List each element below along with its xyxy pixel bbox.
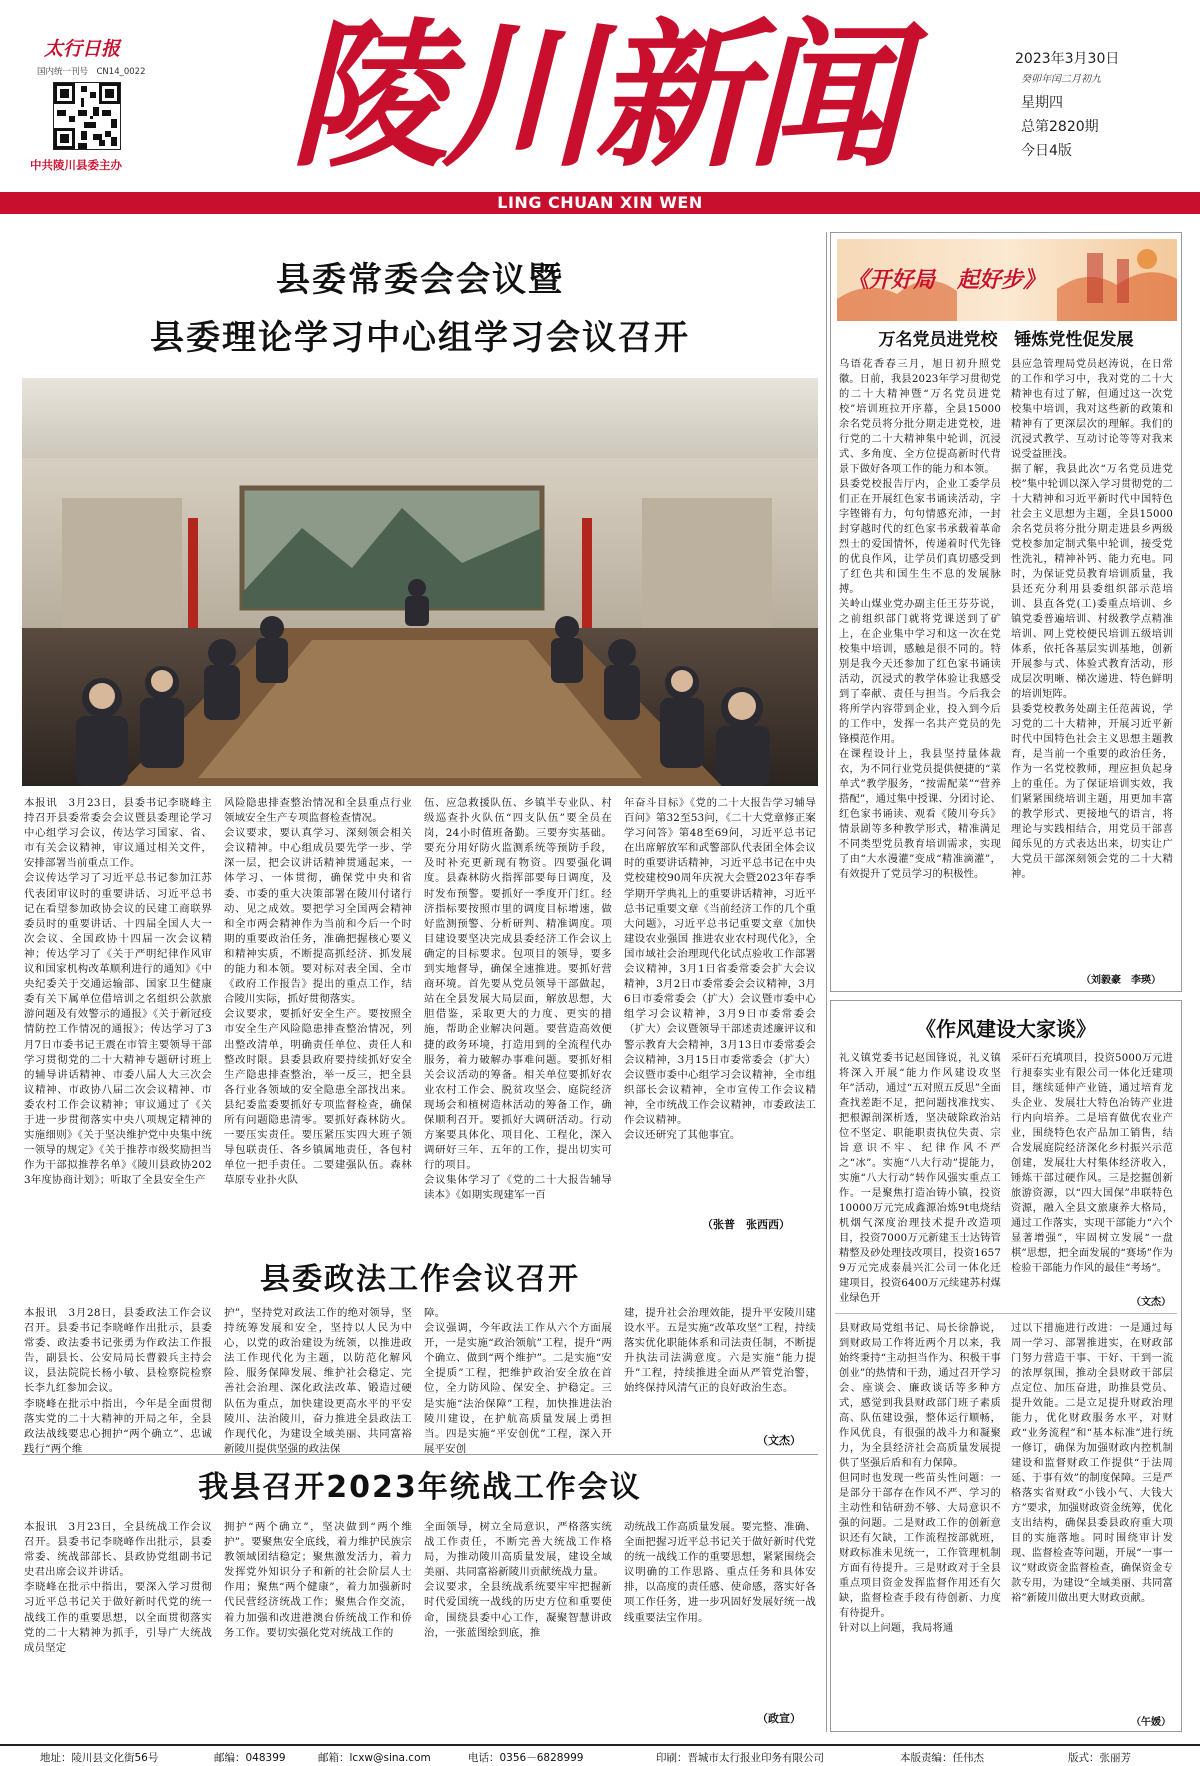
lead-byline: （张普 张西西） [702,1218,790,1231]
lead-body-col4: 年奋斗目标》《党的二十大报告学习辅导百问》第32至53问，《二十大党章修正案学习问答》第48至69问，习近平总书记在出席解放军和武警部队代表团全体会议时的重要讲话精神，习近平总书记在中央党校建校90周年庆祝大会暨2023年春季学期开学典礼上的重要讲话精神，习近平总书记重要文章《当前经济工作的几个重大问题》，习近平总书记重要文章《加快建设农业强国 推进农业农村现代化》，全国市域社会治理现代化试点验收工作部署会议精神，3月1日省委常委会扩大会议精神，3月2日市委常委会会议精神，3月6日市委常委会（扩大）会议暨市委中心组学习会议精神，3月9日市委常委会（扩大）会议暨领导干部述责述廉评议和警示教育大会精神，3月13日市委常委会会议精神，3月15日市委常委会（扩大）会议暨市委中心组学习会议精神，全市组织部长会议精神，全市宣传工作会议精神，全市统战工作会议精神，市委政法工作会议精神。 会议还研究了其他事宜。 [624,797,816,1142]
sponsor: 中共陵川县委主办 [30,158,122,172]
footer [0,1744,1200,1766]
sidebar2-col2: 采矸石充填项目，投资5000万元进行昶泰实业有限公司一体化迁建项目，继续延伸产业链，通过培育龙头企业、发展壮大特色冶铸产业进行内向培养。二是培育做优农业产业，围绕特色农产品加工销售，结合发展庭院经济深化乡村振兴示范创建，发展壮大村集体经济收入，锤炼干部过硬作风。三是挖掘创新旅游资源，以“四大国保”串联特色资源，融入全县文旅康养大格局，通过工作落实，实现干部能力“六个显著增强”，牢固树立发展“一盘棋”思想，把全面发展的“赛场”作为检验干部能力作风的最佳“考场”。 [1011,1053,1173,1274]
publish-date: 2023年3月30日 [1015,51,1120,67]
footer-address: 地址：陵川县文化街56号 [40,1752,159,1764]
zhengfa-col3: 障。 会议强调，今年政法工作从六个方面展开，一是实施“政治领航”工程，提升“两个确立、做到“两个维护”。二是实施“安全提质”工程，把维护政治安全放在首位，全力防风险、保安全、护稳定。三是实施“法治保障”工程，加快推进法治陵川建设，在护航高质量发展上勇担当。四是实施“平安创优”工程，深入开展平安创 [424,1307,612,1454]
cn-code: 国内统一刊号 CN14_0022 [37,67,146,77]
sidebar1-col2: 县应急管理局党员赵涛说，在日常的工作和学习中，我对党的二十大精神也有过了解，但通过这一次党校集中培训，我对这些新的政策和精神有了更深层次的理解。我们的沉浸式教学、互动讨论等等对我来说受益匪浅。 据了解，我县此次“万名党员进党校”集中轮训以深入学习贯彻党的二十大精神和习近平新时代中国特色社会主义思想为主题，全县15000余名党员将分批分期走进县乡两级党校参加定制式集中轮训，接受党性洗礼，精神补钙、能力充电。同时，为保证党员教育培训质量，我县还充分利用县委组织部示范培训、县直各党(工)委重点培训、乡镇党委普遍培训、村级教学点精准培训、网上党校便民培训五级培训体系，依托各基层实训基地，创新开展参与式、体验式教育活动，形成层次明晰、梯次递进、特色鲜明的培训矩阵。 县委党校教务处副主任范茜说，学习党的二十大精神，开展习近平新时代中国特色社会主义思想主题教育，是当前一个重要的政治任务，作为一名党校教师，理应担负起身上的重任。为了保证培训实效，我们紧紧围绕培训主题，用更加丰富的教学形式、更接地气的语言，将理论与实践相结合，用党员干部喜闻乐见的方式表达出来，切实让广大党员干部深刻领会党的二十大精神。 [1011,359,1173,880]
banner [837,239,1177,321]
qr-code [53,82,121,150]
lead-title-line1: 县委常委会会议暨 [276,260,564,300]
parent-paper-logo: 太行日报 [44,38,121,60]
sidebar2-byline2: （午媛） [1131,1717,1171,1728]
weekday: 星期四 [1021,95,1063,111]
sidebar1-byline: （刘毅豪 李瑛） [1081,975,1161,986]
issue-number: 总第2820期 [1021,119,1099,135]
sidebar-style-talk [830,1000,1182,1732]
footer-printer: 印刷：晋城市太行报业印务有限公司 [656,1752,824,1764]
paper-title: 陵川新闻 [290,4,898,189]
tongzhan-title: 我县召开2023年统战工作会议 [198,1470,642,1505]
sidebar1-title: 万名党员进党校 锤炼党性促发展 [878,330,1134,350]
sidebar2-col4: 过以下措施进行改进：一是通过每周一学习、部署推进实，在财政部门努力营造干事、干好、干到一流的浓厚氛围，推动全县财政干部层点定位、加压奋进，助推县党员、提升效能。二是立足提升财政治理能力，优化财政服务水平，对财政“业务流程”和“基本标准”进行统一修订，确保为加强财政内控机制建设和监督财政工作提供“于法周延、于事有效”的制度保障。三是严格落实省财政“小钱小气、大钱大方”要求，加强财政资金统筹，优化支出结构，确保县委县政府重大项目的实施落地。同时围绕审计发现、监督检查等问题，开展“一事一议”财政资金监督检查，确保资金专款专用，为建设“全域美丽、共同富裕”新陵川做出更大财政贡献。 [1011,1323,1173,1604]
tongzhan-col1: 本报讯 3月23日，全县统战工作会议召开。县委书记李晓峰作出批示，县委常委、统战部部长、县政协党组副书记史君出席会议并讲话。 李晓峰在批示中指出，要深入学习贯彻习近平总书记关于做好新时代党的统一战线工作的重要思想，以全面贯彻落实党的二十大精神为抓手，引导广大统战成员坚定 [24,1521,212,1654]
sidebar2-byline1: （文杰） [1131,1297,1171,1308]
lead-article [22,232,818,1242]
footer-postcode: 邮编：048399 [214,1752,286,1764]
banner-title: 《开好局 起好步》 [847,267,1046,293]
sidebar2-col1: 礼义镇党委书记赵国锋说，礼义镇将深入开展“能力作风建设攻坚年”活动，通过“五对照五反思”全面查找差距不足，把问题找准找实、把根源剖深析透，坚决破除政治站位不坚定、职能职责执位失责、宗旨意识不牢、纪律作风不严之“冰”。实施“八大行动”提能力，实施“八大行动”转作风强实重点工作。一是聚焦打造冶铸小镇，投资10000万元完成鑫源冶炼9t电烧结机烟气深度治理技术提升改造项目，投资7000万元新建玉士达铸管精整及砂处理技改项目，投资16579万元完成泰晨兴汇公司一体化迁建项目，投资6400万元续建苏村煤业绿色开 [839,1053,1001,1304]
sidebar1-col1: 乌语花香春三月，旭日初升照党徽。日前，我县2023年学习贯彻党的二十大精神暨“万名党员进党校”培训班拉开序幕，全县15000余名党员将分批分期走进党校，进行党的二十大精神集中轮训，沉浸式、多角度、全方位提高新时代背景下做好各项工作的能力和本领。 县委党校报告厅内，企业工委学员们正在开展红色家书诵读活动，字字铿锵有力，句句情感充沛，一封封穿越时代的红色家书承载着革命烈士的爱国情怀，传递着时代先锋的优良作风，让学员们真切感受到了红色共和国生生不息的发展脉搏。 关岭山煤业党办副主任王芬芬说，之前组织部门就将党课送到了矿上，在企业集中学习和这一次在党校集中培训，感触是很不同的。特别是我今天还参加了红色家书诵读活动，沉浸式的教学体验让我感受到了奉献、责任与担当。今后我会将所学内容带到企业，投入到今后的工作中，发挥一名共产党员的先锋模范作用。 在课程设计上，我县坚持量体裁衣，为不同行业党员提供便捷的“菜单式”教学服务，“按需配菜”“营养搭配”，通过集中授课、分团讨论、红色家书诵读、观看《陵川夸兵》情景剧等多种教学形式，精准满足不同类型党员教育培训需求，实现了由“大水漫灌”变成“精准滴灌”，有效提升了党员学习的积极性。 [839,359,1001,880]
footer-email: 邮箱：lcxw@sina.com [318,1752,431,1764]
sidebar-party-school [830,232,1182,992]
footer-designer: 版式：张丽芳 [1068,1752,1131,1764]
lead-title-line2: 县委理论学习中心组学习会议召开 [150,318,690,358]
zhengfa-col4: 建，提升社会治理效能，提升平安陵川建设水平。五是实施“改革攻坚”工程，持续落实优化职能体系和司法责任制，不断提升执法司法满意度。六是实施“能力提升”工程，持续推进全面从严管党治警，始终保持风清气正的良好政治生态。 [624,1307,816,1395]
footer-phone: 电话：0356－6828999 [468,1752,584,1764]
tongzhan-col2: 拥护“两个确立”，坚决做到“两个维护”。要聚焦安全底线，着力维护民族宗教领域团结稳定；聚焦激发活力，着力发挥党外知识分子和新的社会阶层人士作用；聚焦“两个健康”，着力加强新时代民营经济统战工作；聚焦合作交流，着力加强和改进港澳台侨统战工作和侨务工作。要切实强化党对统战工作的 [224,1521,412,1639]
tongzhan-byline: （政宣） [757,1712,801,1725]
tongzhan-col4: 动统战工作高质量发展。要完整、准确、全面把握习近平总书记关于做好新时代党的统一战线工作的重要思想，紧紧围绕会议明确的工作思路、重点任务和具体安排，以高度的责任感、使命感，落实好各项工作任务，进一步巩固好发展好统一战线重要法宝作用。 [624,1521,816,1624]
zhengfa-byline: （文杰） [757,1434,801,1447]
zhengfa-article [22,1250,818,1454]
pinyin-bar [0,192,1200,214]
lead-body-col1: 本报讯 3月23日，县委书记李晓峰主持召开县委常委会会议暨县委理论学习中心组学习会议，传达学习国家、省、市有关会议精神，审议通过相关文件，安排部署当前重点工作。 会议传达学习了习近平总书记参加江苏代表团审议时的重要讲话、习近平总书记在看望参加政协会议的民建工商联界委员时的重要讲话、十四届全国人大一次会议、全国政协十四届一次会议精神；传达学习了《关于严明纪律作风审议和国家机构改革顺利进行的通知》《中央纪委关于交通运输部、国家卫生健康委有关下属单位借培训之名组织公款旅游问题及有效警示的通报》《关于新冠疫情防控工作情况的通报》；传达学习了3月7日市委书记王震在市管主要领导干部学习贯彻党的二十大精神专题研讨班上的辅导讲话精神、市委八届人大三次会议精神、市政协八届二次会议精神、市委农村工作会议精神；审议通过了《关于进一步贯彻落实中央八项规定精神的实施细则》《关于坚决维护党中央集中统一领导的规定》《关于推荐市级奖励担当作为干部拟推荐名单》《陵川县政协2023年度协商计划》；听取了全县安全生产 [24,797,212,1187]
page-count: 今日4版 [1021,143,1072,159]
column-divider [826,232,827,1732]
sidebar2-col3: 县财政局党组书记、局长徐静说，到财政局工作将近两个月以来，我始终秉持“主动担当作为、积极干事创业”的热情和干劲，通过召开学习会、座谈会、廉政谈话等多种方式，感觉到我县财政部门班子素质高、队伍建设强，整体运行顺畅，作风优良，有很强的战斗力和凝聚力，为全县经济社会高质量发展提供了坚强后盾和有力保障。 但同时也发现一些苗头性问题：一是部分干部存在作风不严、学习的主动性和钻研劲不够、大局意识不强的问题。二是财政工作的创新意识还有欠缺，工作流程按部就班，财政标准未见统一，工作管理机制方面有待提升。三是财政对于全县重点项目资金发挥监督作用还有欠缺，监督检查手段有待创新、力度有待提升。 针对以上问题，我局将通 [839,1323,1001,1634]
lunar-date: 癸卯年闰二月初九 [1021,74,1101,85]
footer-editor: 本版责编：任伟杰 [900,1752,984,1764]
sidebar2-divider [835,1313,1177,1314]
lead-body-col2: 风险隐患排查整治情况和全县重点行业领域安全生产专项监督检查情况。 会议要求，要认真学习、深刻领会相关会议精神。中心组成员要先学一步、学深一层，把会议讲话精神贯通起来，一体学习、一体贯彻，确保党中央和省委、市委的重大决策部署在陵川付诸行动、见之成效。要把学习全国两会精神和全市两会精神作为当前和今后一个时期的重要政治任务，准确把握核心要义和精神实质，不断提高抓经济、抓发展的能力和本领。要对标对表全国、全市《政府工作报告》提出的重点工作，结合陵川实际，抓好贯彻落实。 会议要求，要抓好安全生产。要按照全市安全生产风险隐患排查整治情况，列出整改清单，明确责任单位、责任人和整改时限。县委县政府要持续抓好安全生产隐患排查整治，举一反三，把全县各行业各领域的安全隐患全部找出来。县纪委监委要抓好专项监督检查，确保所有问题隐患清零。要抓好森林防火。一要压实责任。要压紧压实四大班子领导包联责任、各乡镇属地责任，各包村单位一把手责任。二要建强队伍。森林草原专业扑火队 [224,797,412,1187]
tongzhan-article [22,1462,818,1732]
divider [22,1454,818,1455]
lead-body-col3: 伍、应急救援队伍、乡镇半专业队、村级巡查扑火队伍“四支队伍”要全员在岗，24小时值班备勤。三要夯实基础。要充分用好防火监测系统等预防手段，及时补充更新现有物资。四要强化调度。县森林防火指挥部要每日调度，及时发布预警。要抓好一季度开门红。经济指标要按照市里的调度目标增速，做好监测预警、分析研判、精准调度。项目建设要坚决完成县委经济工作会议上确定的目标要求。包项目的领导，要多到实地督导，确保全速推进。要抓好营商环境。首先要从党员领导干部做起，站在全县发展大局层面，解放思想，大胆借鉴，采取更大的力度、更实的措施，帮助企业解决问题。要营造高效便捷的政务环境，打造用到的全流程代办服务，着力破解办事难问题。要抓好相关会议活动的筹备。相关单位要抓好农业农村工作会、脱贫攻坚会、庭院经济现场会和植树造林活动的筹备工作，确保顺利召开。要抓好大调研活动。行动方案要具体化、项目化、工程化，深入调研好三年、五年的工作，提出切实可行的项目。 会议集体学习了《党的二十大报告辅导读本》《如期实现建军一百 [424,797,612,1202]
masthead [0,0,1200,225]
zhengfa-col1: 本报讯 3月28日，县委政法工作会议召开。县委书记李晓峰作出批示，县委常委、政法委书记张勇为作政法工作报告，副县长、公安局局长曹毅兵主持会议，县法院院长杨小敏、县检察院检察长李九红参加会议。 李晓峰在批示中指出，今年是全面贯彻落实党的二十大精神的开局之年，全县政法战线要忠心拥护“两个确立”、忠诚践行“两个维 [24,1307,212,1454]
tongzhan-col3: 全面领导，树立全局意识，严格落实统战工作责任，不断完善大统战工作格局，为推动陵川高质量发展，建设全域美丽、共同富裕新陵川贡献统战力量。 会议要求，全县统战系统要牢牢把握新时代爱国统一战线的历史方位和重要使命，围绕县委中心工作，凝聚智慧讲政治，一张蓝图绘到底，推 [424,1521,612,1639]
zhengfa-col2: 护”，坚持党对政法工作的绝对领导，坚持统筹发展和安全，坚持以人民为中心，以党的政治建设为统领，以推进政法工作现代化为主题，以防范化解风险、服务保障发展、维护社会稳定、完善社会治理、深化政法改革、锻造过硬队伍为重点，加快建设更高水平的平安陵川、法治陵川，奋力推进全县政法工作现代化，为建设全域美丽、共同富裕新陵川提供坚强的政法保 [224,1307,412,1454]
pinyin-title: LING CHUAN XIN WEN [497,193,703,212]
zhengfa-title: 县委政法工作会议召开 [260,1262,580,1297]
meeting-photo [22,378,818,786]
sidebar2-title: 《作风建设大家谈》 [916,1017,1096,1041]
